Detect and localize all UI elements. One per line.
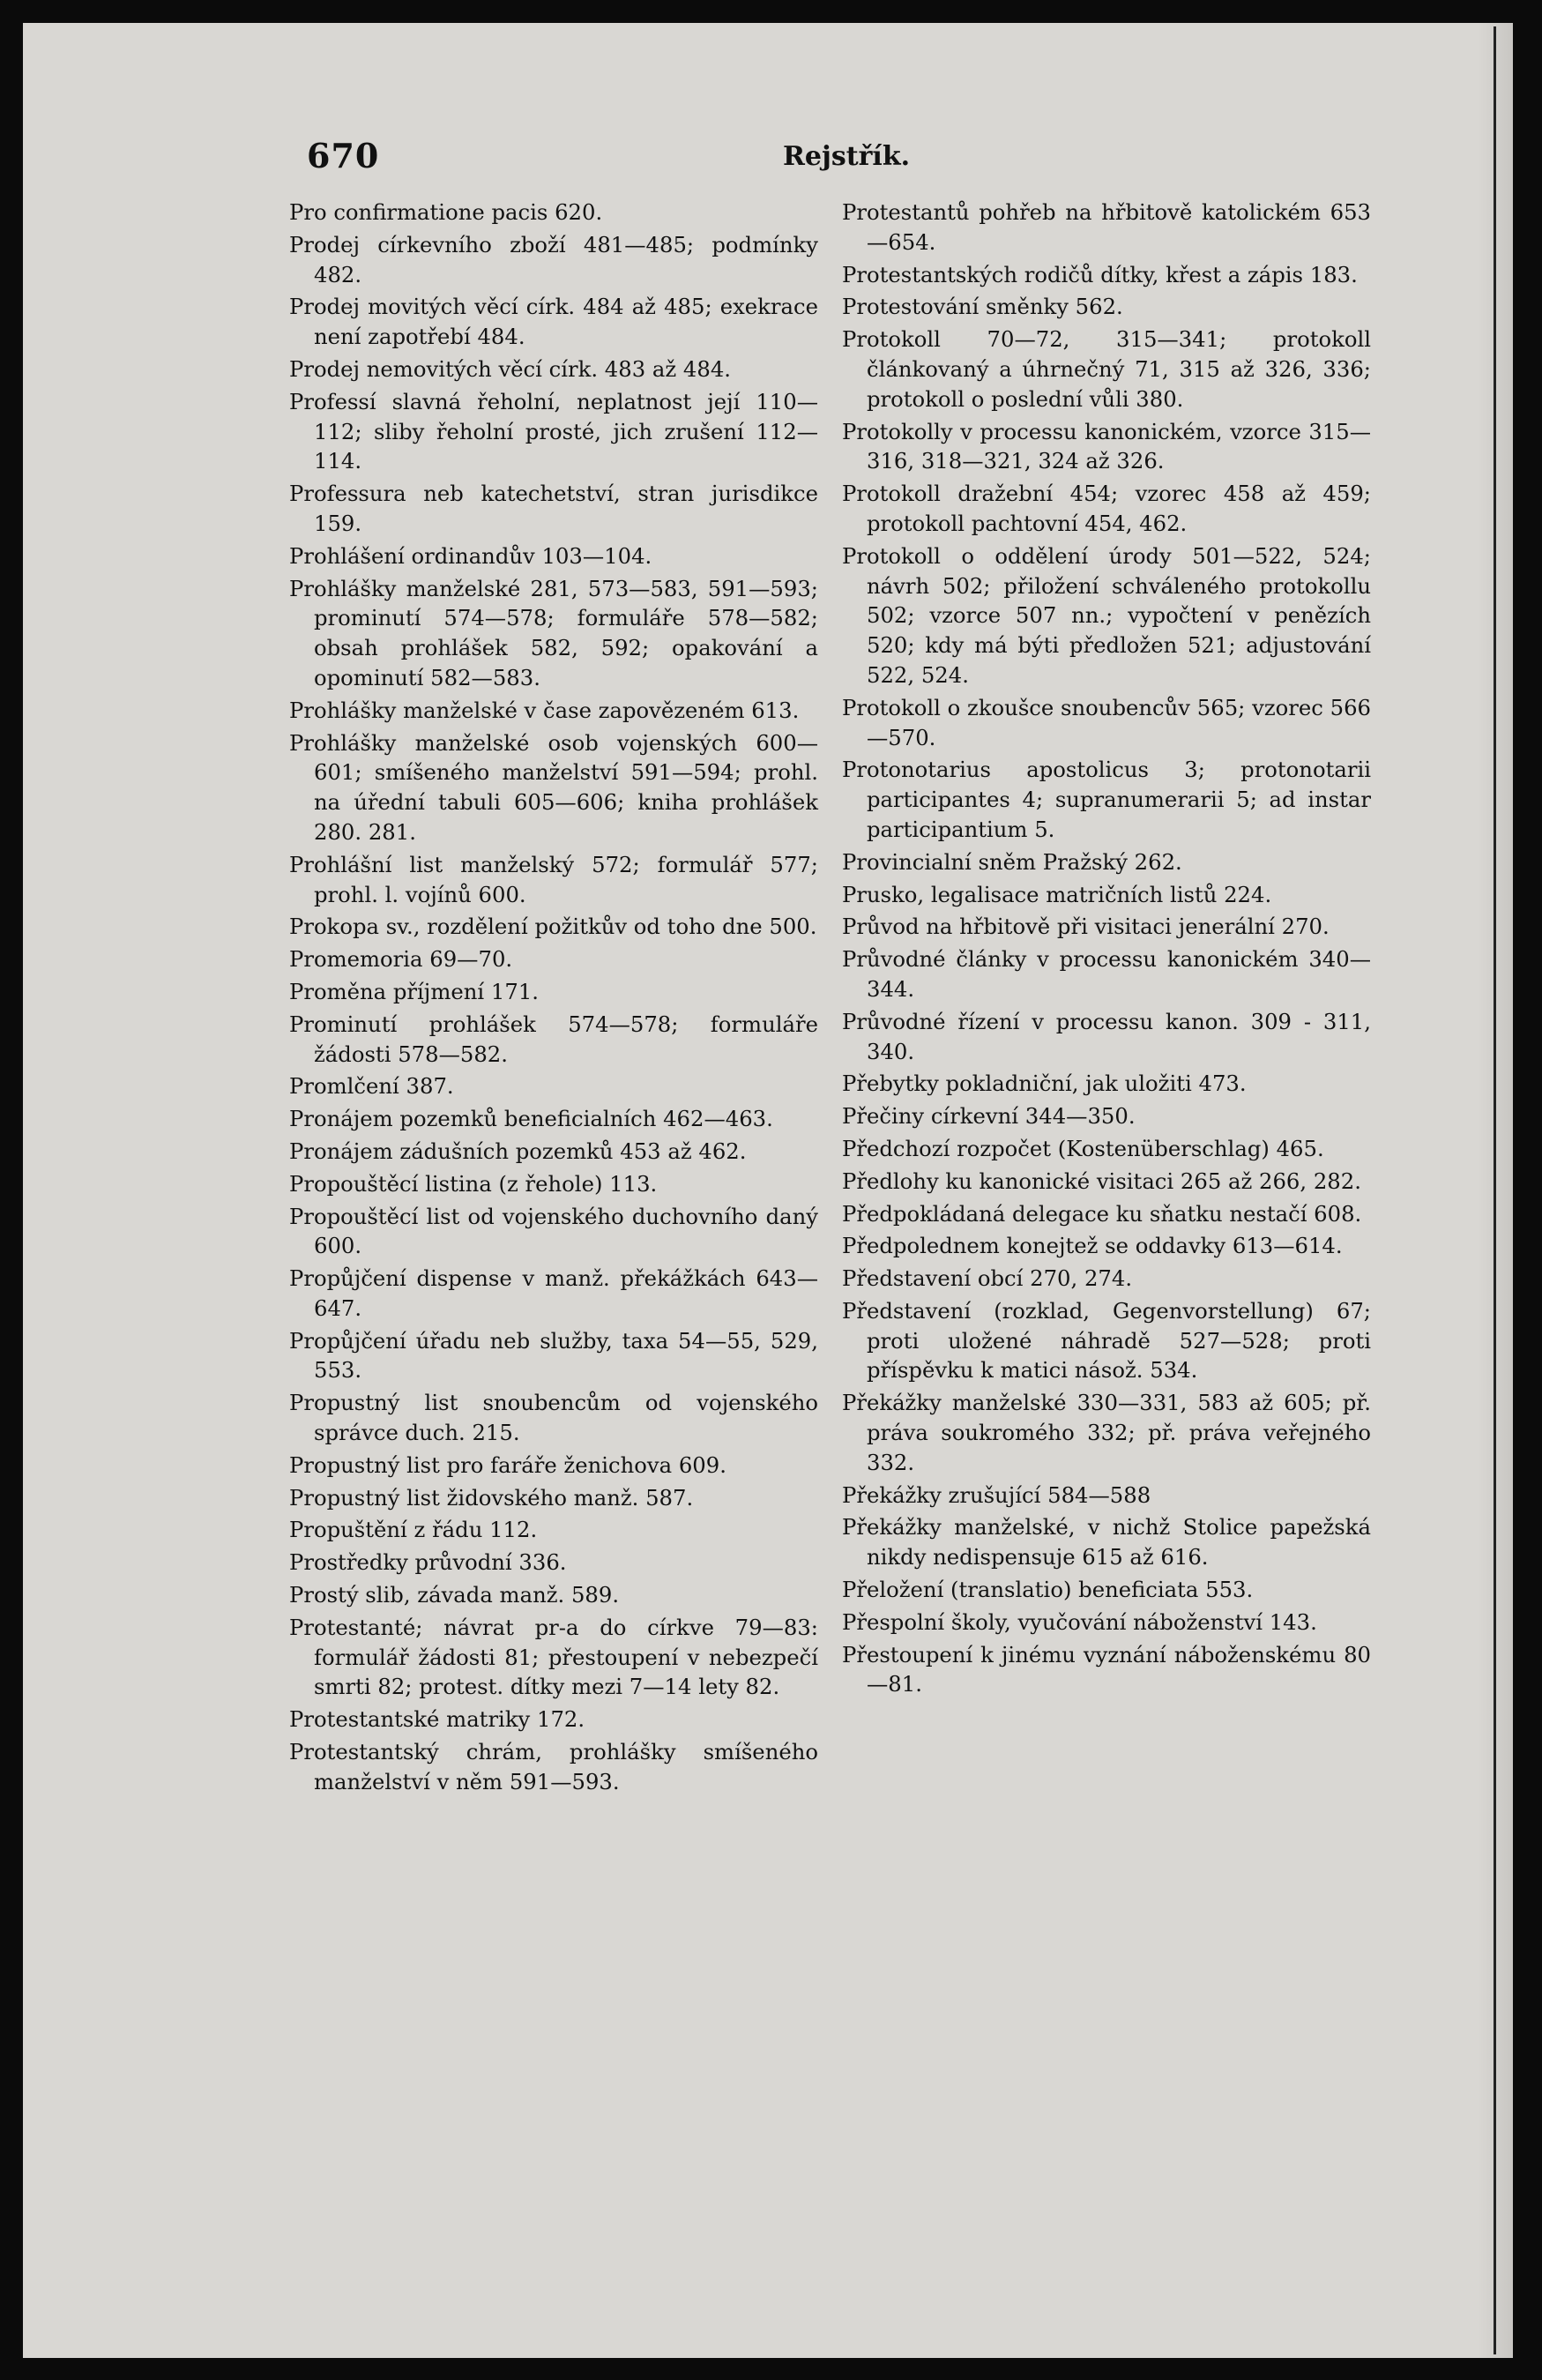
scan-border-line xyxy=(1494,26,1496,2354)
index-entry: Prokopa sv., rozdělení požitkův od toho dne 500. xyxy=(289,914,817,940)
index-entry: Propuštění z řádu 112. xyxy=(289,1517,538,1543)
running-title: Rejstřík. xyxy=(783,141,911,172)
page-header xyxy=(307,136,911,180)
index-entry: Předpolednem konejtež se oddavky 613—614. xyxy=(842,1233,1343,1259)
index-entry: Protokoll dražební 454; vzorec 458 až 459; protokoll pachtovní 454, 462. xyxy=(842,481,1371,536)
index-entry: Překážky zrušující 584—588 xyxy=(842,1481,1151,1508)
index-entry: Protokolly v processu kanonickém, vzorce 315—316, 318—321, 324 až 326. xyxy=(842,418,1371,474)
index-entry: Propustný list židovského manž. 587. xyxy=(289,1484,694,1511)
index-entry: Prodej církevního zboží 481—485; podmínky 482. xyxy=(289,231,818,287)
index-entry: Pro confirmatione pacis 620. xyxy=(289,199,603,225)
index-entry: Prodej movitých věcí círk. 484 až 485; exekrace není zapotřebí 484. xyxy=(289,294,818,350)
index-entry: Promemoria 69—70. xyxy=(289,946,513,973)
index-entry: Professí slavná řeholní, neplatnost její 110—112; sliby řeholní prosté, jich zrušení 112—114. xyxy=(289,388,818,474)
index-entry: Prohlášky manželské 281, 573—583, 591—593; prominutí 574—578; formuláře 578—582; obsah prohlášek 582, 592; opakování a opominutí 582—583. xyxy=(289,575,818,690)
index-entry: Provincialní sněm Pražský 262. xyxy=(842,848,1182,875)
index-column-right xyxy=(842,198,1371,1702)
index-entry: Předchozí rozpočet (Kostenüberschlag) 465. xyxy=(842,1135,1324,1161)
index-entry: Protestování směnky 562. xyxy=(842,294,1123,320)
index-entry: Průvod na hřbitově při visitaci jenerální 270. xyxy=(842,914,1330,940)
index-entry: Prohlášní list manželský 572; formulář 577; prohl. l. vojínů 600. xyxy=(289,851,818,907)
index-entry: Professura neb katechetství, stran jurisdikce 159. xyxy=(289,481,818,536)
index-entry: Prohlášky manželské v čase zapovězeném 613. xyxy=(289,697,800,723)
index-entry: Průvodné řízení v processu kanon. 309 - 311, 340. xyxy=(842,1008,1371,1064)
index-column-left xyxy=(289,198,818,1800)
index-entry: Propůjčení úřadu neb služby, taxa 54—55, 529, 553. xyxy=(289,1327,818,1384)
index-entry: Prominutí prohlášek 574—578; formuláře žádosti 578—582. xyxy=(289,1011,818,1067)
index-entry: Protokoll o oddělení úrody 501—522, 524; návrh 502; přiložení schváleného protokollu 502; vzorce 507 nn.; vypočtení v penězích 520; kdy má býti předložen 521; adjustování 522, 524. xyxy=(842,542,1371,688)
index-entry: Přebytky pokladniční, jak uložiti 473. xyxy=(842,1071,1247,1097)
index-entry: Předpokládaná delegace ku sňatku nestačí 608. xyxy=(842,1200,1362,1227)
index-entry: Protestantů pohřeb na hřbitově katolickém 653—654. xyxy=(842,199,1371,255)
index-entry: Průvodné články v processu kanonickém 340—344. xyxy=(842,946,1371,1002)
index-entry: Prodej nemovitých věcí círk. 483 až 484. xyxy=(289,355,732,382)
index-entry: Pronájem pozemků beneficialních 462—463. xyxy=(289,1106,773,1132)
index-entry: Protokoll 70—72, 315—341; protokoll článkovaný a úhrnečný 71, 315 až 326, 336; protokoll o poslední vůli 380. xyxy=(842,326,1371,412)
index-entry: Prostředky průvodní 336. xyxy=(289,1549,567,1576)
page xyxy=(23,23,1513,2358)
index-entry: Přespolní školy, vyučování náboženství 143. xyxy=(842,1608,1317,1635)
index-entry: Protestanté; návrat pr-a do církve 79—83: formulář žádosti 81; přestoupení v nebezpečí smrti 82; protest. dítky mezi 7—14 lety 82. xyxy=(289,1614,818,1700)
index-entry: Propustný list snoubencům od vojenského správce duch. 215. xyxy=(289,1390,818,1446)
index-entry: Přeložení (translatio) beneficiata 553. xyxy=(842,1577,1254,1603)
page-number: 670 xyxy=(307,136,380,175)
index-entry: Promlčení 387. xyxy=(289,1073,454,1100)
index-entry: Protokoll o zkoušce snoubencův 565; vzorec 566—570. xyxy=(842,694,1371,750)
index-entry: Protonotarius apostolicus 3; protonotarii participantes 4; supranumerarii 5; ad instar participantium 5. xyxy=(842,757,1371,842)
index-entry: Prostý slib, závada manž. 589. xyxy=(289,1582,620,1608)
index-entry: Pronájem zádušních pozemků 453 až 462. xyxy=(289,1138,747,1164)
index-entry: Propůjčení dispense v manž. překážkách 643—647. xyxy=(289,1265,818,1321)
index-entry: Propustný list pro faráře ženichova 609. xyxy=(289,1451,726,1478)
index-entry: Přestoupení k jinému vyznání náboženskému 80—81. xyxy=(842,1641,1371,1697)
index-entry: Protestantské matriky 172. xyxy=(289,1706,585,1733)
index-entry: Prusko, legalisace matričních listů 224. xyxy=(842,881,1272,907)
index-entry: Představení obcí 270, 274. xyxy=(842,1265,1133,1292)
index-entry: Prohlášky manželské osob vojenských 600—601; smíšeného manželství 591—594; prohl. na úřední tabuli 605—606; kniha prohlášek 280. 281. xyxy=(289,729,818,845)
index-entry: Přečiny církevní 344—350. xyxy=(842,1103,1136,1130)
index-entry: Prohlášení ordinandův 103—104. xyxy=(289,542,652,569)
index-entry: Protestantský chrám, prohlášky smíšeného manželství v něm 591—593. xyxy=(289,1739,818,1794)
index-entry: Překážky manželské 330—331, 583 až 605; př. práva soukromého 332; př. práva veřejného 332. xyxy=(842,1390,1371,1475)
index-entry: Protestantských rodičů dítky, křest a zápis 183. xyxy=(842,261,1358,287)
index-entry: Představení (rozklad, Gegenvorstellung) 67; proti uložené náhradě 527—528; proti příspěvku k matici násož. 534. xyxy=(842,1297,1371,1384)
index-entry: Překážky manželské, v nichž Stolice papežská nikdy nedispensuje 615 až 616. xyxy=(842,1514,1371,1571)
index-entry: Proměna příjmení 171. xyxy=(289,978,539,1004)
index-entry: Předlohy ku kanonické visitaci 265 až 266, 282. xyxy=(842,1168,1361,1194)
index-entry: Propouštěcí list od vojenského duchovního daný 600. xyxy=(289,1203,818,1259)
index-entry: Propouštěcí listina (z řehole) 113. xyxy=(289,1170,658,1197)
